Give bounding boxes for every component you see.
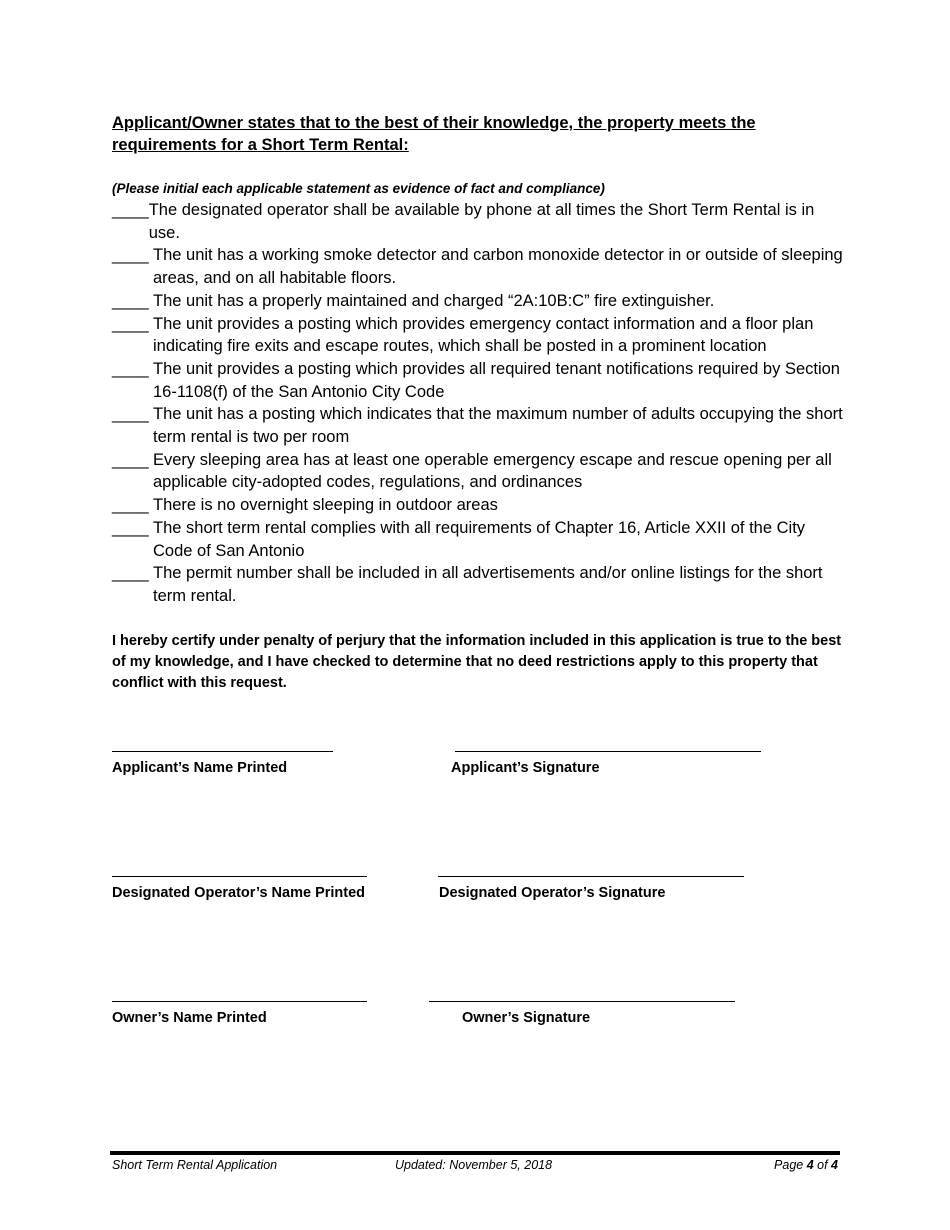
page-total: 4 (831, 1158, 838, 1172)
footer-updated-date: Updated: November 5, 2018 (395, 1158, 553, 1172)
operator-name-line[interactable] (112, 876, 367, 877)
owner-signature-line[interactable] (429, 1001, 735, 1002)
statement-text: The short term rental complies with all requirements of Chapter 16, Article XXII of the City Code of San Antonio (153, 518, 806, 560)
initial-blank[interactable]: ____ (112, 405, 149, 424)
footer-divider (110, 1151, 840, 1155)
applicant-name-line[interactable] (112, 751, 333, 752)
footer-page-number (774, 1157, 838, 1173)
owner-name-line[interactable] (112, 1001, 367, 1002)
applicant-name-label: Applicant’s Name Printed (112, 760, 288, 776)
statement-item (112, 358, 847, 403)
statement-item (112, 562, 847, 607)
initial-blank[interactable]: ____ (112, 314, 149, 333)
page-prefix: Page (774, 1158, 807, 1172)
statement-text: Every sleeping area has at least one operable emergency escape and rescue opening per all applicable city-adopted codes, regulations, and ordinances (153, 450, 832, 492)
statement-text: The unit has a properly maintained and charged “2A:10B:C” fire extinguisher. (153, 291, 715, 310)
initial-blank[interactable]: ____ (112, 518, 149, 537)
statement-text: The unit provides a posting which provides emergency contact information and a floor plan indicating fire exits and escape routes, which shall be posted in a prominent location (153, 314, 814, 356)
initial-blank[interactable]: ____ (112, 496, 149, 515)
statement-list (112, 199, 847, 608)
applicant-signature-line[interactable] (455, 751, 761, 752)
statement-item (112, 313, 847, 358)
page-of: of (813, 1158, 832, 1172)
initial-blank[interactable]: ____ (112, 291, 149, 310)
initial-blank[interactable]: ____ (112, 246, 149, 265)
operator-name-label: Designated Operator’s Name Printed (112, 885, 366, 901)
statement-text: The unit provides a posting which provides all required tenant notifications required by Section 16-1108(f) of the San Antonio City Code (153, 359, 840, 401)
owner-name-label: Owner’s Name Printed (112, 1010, 267, 1026)
statement-item (112, 517, 847, 562)
section-heading: Applicant/Owner states that to the best of their knowledge, the property meets the requirements for a Short Term Rental: (112, 114, 756, 154)
initial-blank[interactable]: ____ (112, 201, 149, 219)
footer-document-title: Short Term Rental Application (112, 1158, 278, 1172)
statement-item (112, 403, 847, 448)
statement-item (112, 290, 847, 313)
owner-signature-label: Owner’s Signature (462, 1010, 591, 1026)
statement-text: The unit has a working smoke detector and carbon monoxide detector in or outside of sleeping areas, and on all habitable floors. (153, 246, 843, 288)
statement-text: The designated operator shall be available by phone at all times the Short Term Rental is in use. (148, 201, 815, 242)
statement-text: The permit number shall be included in all advertisements and/or online listings for the short term rental. (153, 564, 823, 605)
initial-blank[interactable]: ____ (112, 564, 149, 583)
statement-text: There is no overnight sleeping in outdoor areas (153, 496, 498, 515)
statement-item (112, 449, 847, 494)
statement-item (112, 244, 847, 289)
certification-statement: I hereby certify under penalty of perjury that the information included in this application is true to the best of my knowledge, and I have checked to determine that no deed restrictions apply to this property that conflict with this request. (112, 633, 842, 691)
statement-text: The unit has a posting which indicates that the maximum number of adults occupying the short term rental is two per room (153, 405, 843, 447)
initial-blank[interactable]: ____ (112, 450, 149, 469)
operator-signature-label: Designated Operator’s Signature (439, 885, 666, 901)
operator-signature-line[interactable] (438, 876, 744, 877)
initial-instruction: (Please initial each applicable statement as evidence of fact and compliance) (112, 181, 605, 196)
page-current: 4 (806, 1158, 814, 1172)
statement-item (112, 199, 847, 244)
initial-blank[interactable]: ____ (112, 359, 149, 378)
statement-item (112, 494, 847, 517)
applicant-signature-label: Applicant’s Signature (451, 760, 600, 776)
